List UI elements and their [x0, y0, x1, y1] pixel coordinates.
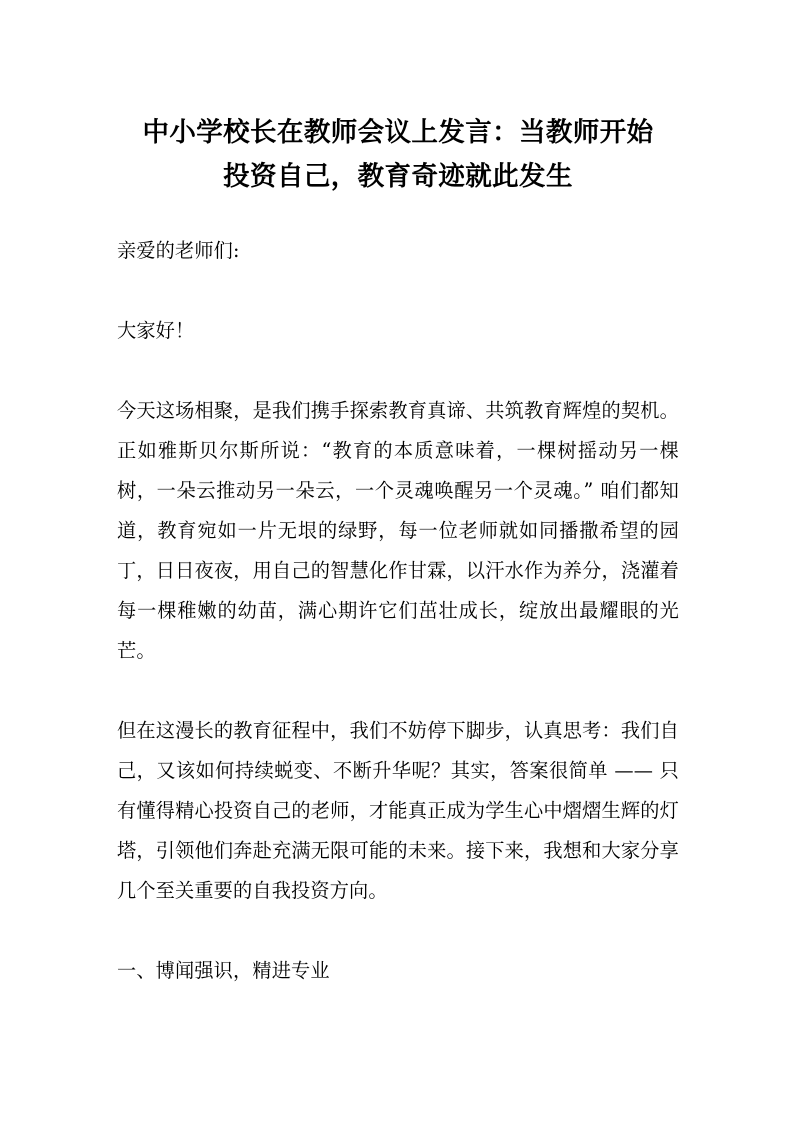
- section-heading-1: 一、博闻强识，精进专业: [117, 959, 330, 982]
- body-paragraph-2: 但在这漫长的教育征程中，我们不妨停下脚步，认真思考：我们自己，又该如何持续蜕变、不断升华呢？其实，答案很简单 —— 只有懂得精心投资自己的老师，才能真正成为学生心中熠熠生辉的灯塔，引领他们奔赴充满无限可能的未来。接下来，我想和大家分享几个至关重要的自我投资方向。: [117, 719, 679, 902]
- page-title: [117, 0, 679, 199]
- spacer-after-salutation: [117, 271, 679, 311]
- salutation: 亲爱的老师们:: [117, 239, 240, 262]
- page-title-line-2: 投资自己，教育奇迹就此发生: [223, 161, 573, 192]
- document-body: [117, 0, 679, 991]
- greeting: 大家好！: [117, 319, 195, 342]
- spacer-after-paragraph-1: [117, 671, 679, 711]
- body-paragraph-1: 今天这场相聚，是我们携手探索教育真谛、共筑教育辉煌的契机。正如雅斯贝尔斯所说：“教育的本质意味着，一棵树摇动另一棵树，一朵云推动另一朵云，一个灵魂唤醒另一个灵魂。” 咱们都知道，教育宛如一片无垠的绿野，每一位老师就如同播撒希望的园丁，日日夜夜，用自己的智慧化作甘霖，以汗水作为养分，浇灌着每一棵稚嫩的幼苗，满心期许它们茁壮成长，绽放出最耀眼的光芒。: [117, 399, 679, 662]
- page-title-line-1: 中小学校长在教师会议上发言：当教师开始: [142, 117, 654, 148]
- spacer-after-greeting: [117, 351, 679, 391]
- spacer-after-paragraph-2: [117, 911, 679, 951]
- spacer-after-title: [117, 199, 679, 231]
